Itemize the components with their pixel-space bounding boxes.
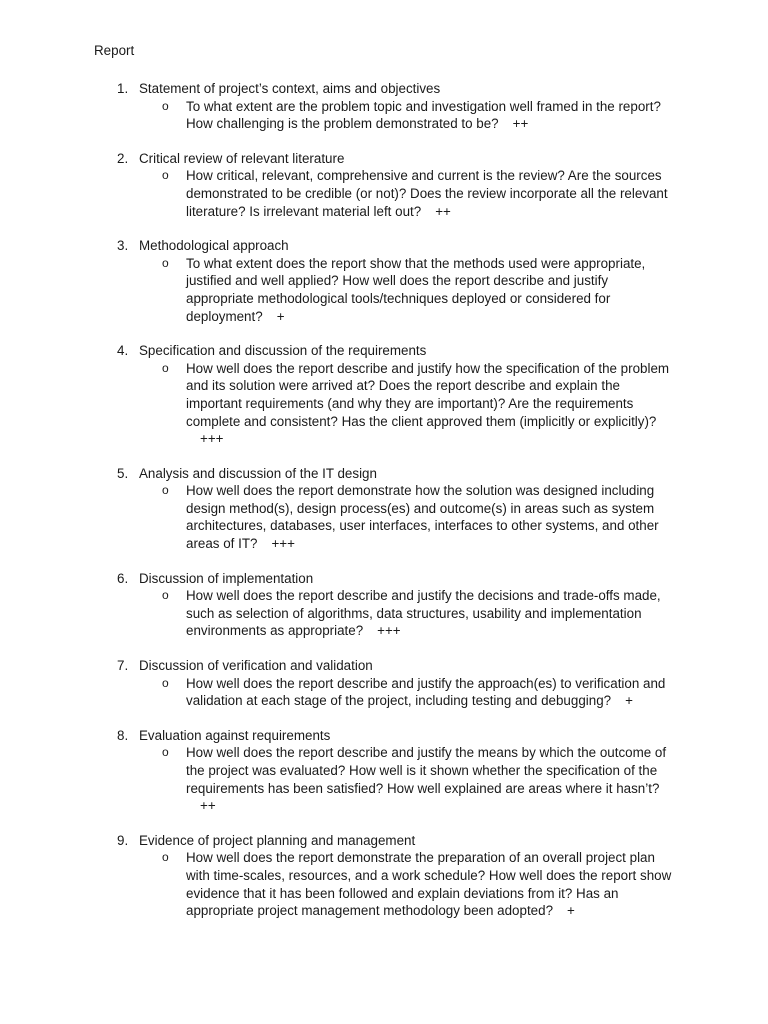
question-text: How well does the report describe and justify the means by which the outcome of the project was evaluated? How well is it shown whether the specification of the requirements has been satisfied? How well explained are areas where it hasn’t?: [186, 745, 667, 796]
criterion-item: [0, 342, 768, 448]
criterion-rating: ++: [435, 203, 451, 219]
criterion-question: [186, 675, 678, 710]
criterion-heading: [0, 657, 768, 675]
criterion-number: 1.: [117, 81, 129, 96]
criterion-heading: [0, 465, 768, 483]
criterion-heading: [0, 570, 768, 588]
criterion-title: Discussion of implementation: [139, 570, 314, 586]
criterion-question-row: [0, 482, 768, 552]
criterion-rating: +: [625, 693, 633, 709]
criterion-number: 4.: [117, 343, 129, 359]
criterion-title: Critical review of relevant literature: [139, 150, 345, 166]
bullet-icon: o: [162, 745, 169, 760]
criterion-heading: [0, 237, 768, 255]
criterion-title: Specification and discussion of the requirements: [139, 343, 427, 359]
bullet-icon: o: [162, 360, 169, 375]
criterion-rating: +++: [377, 623, 401, 639]
criterion-heading: [0, 80, 768, 98]
criterion-rating: +: [567, 903, 575, 919]
question-text: How well does the report describe and justify the approach(es) to verification and validation at each stage of the project, including testing and debugging?: [186, 675, 666, 709]
criterion-number: 6.: [117, 570, 129, 586]
criterion-title: Evaluation against requirements: [139, 727, 331, 743]
criterion-number: 7.: [117, 658, 129, 674]
criterion-title: Discussion of verification and validation: [139, 658, 373, 674]
criterion-item: [0, 570, 768, 640]
criterion-question-row: [0, 255, 768, 325]
criterion-title: Analysis and discussion of the IT design: [139, 465, 377, 481]
criterion-item: [0, 237, 768, 325]
criterion-number: 5.: [117, 465, 129, 481]
criterion-title: Methodological approach: [139, 238, 289, 254]
question-text: How well does the report demonstrate how the solution was designed including design method(s), design process(es) and outcome(s) in areas such as system architectures, databases, user interfaces, interfaces to other systems, and other areas of IT?: [186, 483, 659, 552]
criterion-question-row: [0, 587, 768, 640]
criterion-question-row: [0, 167, 768, 220]
criterion-question: [186, 98, 678, 133]
criterion-title: Evidence of project planning and management: [139, 832, 416, 848]
criterion-item: [0, 150, 768, 220]
criterion-question: [186, 849, 678, 919]
criterion-heading: [0, 342, 768, 360]
question-text: How well does the report demonstrate the preparation of an overall project plan with time-scales, resources, and a work schedule? How well does the report show evidence that it has been followed and explain deviations from it? Has an appropriate project management methodology been adopted?: [186, 850, 672, 919]
criterion-rating: ++: [512, 116, 529, 132]
question-text: How critical, relevant, comprehensive and current is the review? Are the sources demonstrated to be credible (or not)? Does the review incorporate all the relevant literature? Is irrelevant material left out?: [186, 168, 668, 219]
criterion-item: [0, 465, 768, 553]
criterion-item: [0, 832, 768, 920]
document-title: Report: [94, 43, 135, 58]
criterion-question-row: [0, 744, 768, 814]
bullet-icon: o: [162, 483, 169, 498]
criteria-list: [0, 80, 768, 937]
criterion-question-row: [0, 675, 768, 710]
criterion-rating: +: [276, 308, 285, 324]
criterion-question: [186, 587, 678, 640]
criterion-heading: [0, 727, 768, 745]
criterion-question: [186, 482, 678, 552]
question-text: To what extent does the report show that the methods used were appropriate, justified and well applied? How well does the report describe and justify appropriate methodological tools/techniques deployed or considered for deployment?: [186, 255, 646, 324]
criterion-heading: [0, 832, 768, 850]
bullet-icon: o: [162, 168, 169, 183]
bullet-icon: o: [162, 255, 169, 270]
criterion-number: 3.: [117, 238, 129, 254]
criterion-rating: +++: [271, 536, 295, 552]
criterion-number: 2.: [117, 150, 129, 166]
criterion-rating: ++: [200, 798, 216, 814]
criterion-question-row: [0, 98, 768, 133]
question-text: To what extent are the problem topic and investigation well framed in the report? How challenging is the problem demonstrated to be?: [186, 98, 661, 132]
bullet-icon: o: [162, 98, 169, 113]
criterion-title: Statement of project’s context, aims and objectives: [139, 81, 441, 96]
criterion-heading: [0, 150, 768, 168]
question-text: How well does the report describe and justify how the specification of the problem and its solution were arrived at? Does the report describe and explain the important requirements (and why they are important)? Are the requirements complete and consistent? Has the client approved them (implicitly or explicitly)?: [186, 360, 670, 429]
bullet-icon: o: [162, 675, 169, 690]
criterion-number: 8.: [117, 727, 129, 743]
criterion-item: [0, 80, 768, 133]
criterion-question: [186, 255, 678, 325]
criterion-question: [186, 167, 678, 220]
criterion-question-row: [0, 360, 768, 448]
criterion-question: [186, 744, 678, 814]
bullet-icon: o: [162, 850, 169, 865]
criterion-question: [186, 360, 678, 448]
criterion-number: 9.: [117, 832, 129, 848]
bullet-icon: o: [162, 588, 169, 603]
criterion-item: [0, 657, 768, 710]
criterion-rating: +++: [200, 431, 224, 447]
criterion-question-row: [0, 849, 768, 919]
question-text: How well does the report describe and justify the decisions and trade-offs made, such as selection of algorithms, data structures, usability and implementation environments as appropriate?: [186, 588, 661, 639]
criterion-item: [0, 727, 768, 815]
